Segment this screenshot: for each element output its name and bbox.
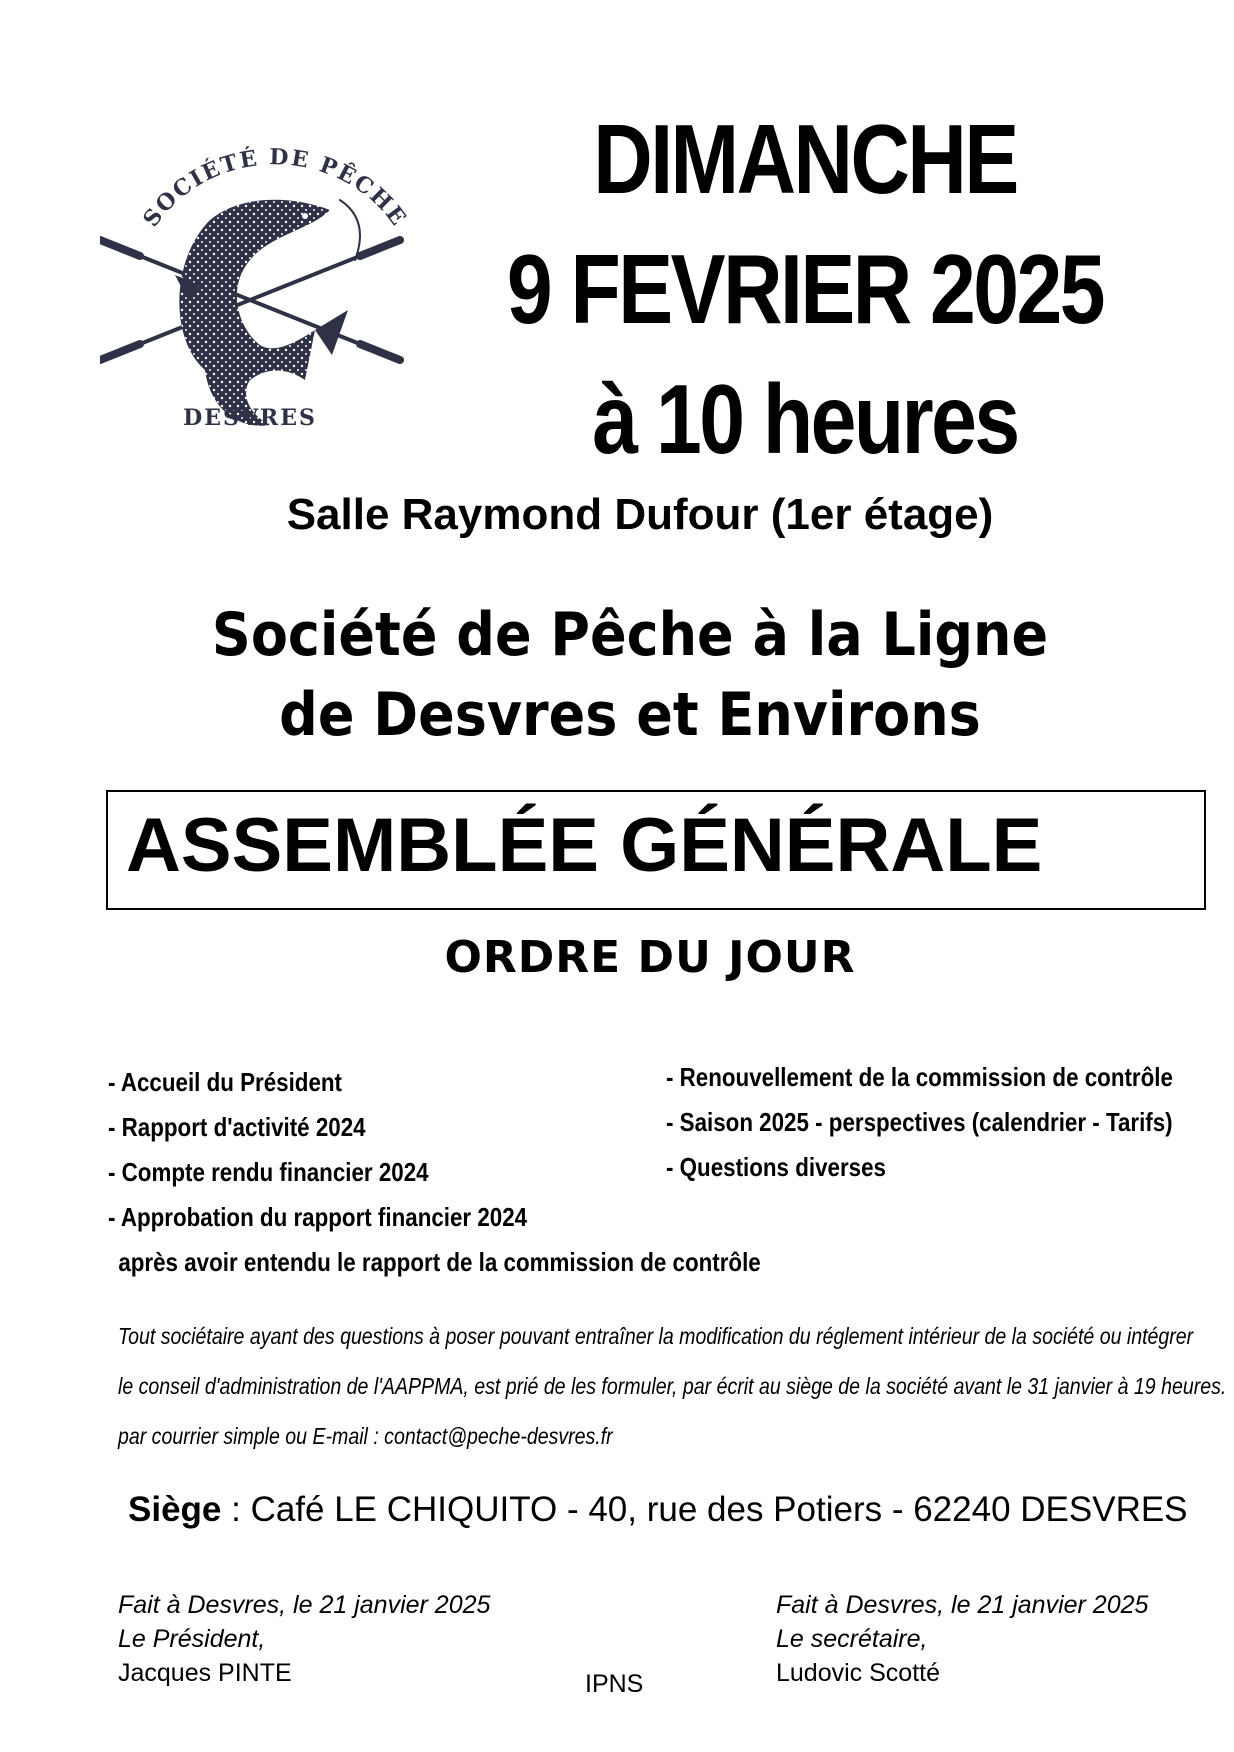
agenda-item-continuation: après avoir entendu le rapport de la commission de contrôle [118, 1247, 761, 1277]
event-day: DIMANCHE [593, 104, 1017, 214]
agenda-item: - Approbation du rapport financier 2024 [108, 1202, 528, 1232]
society-logo [100, 140, 450, 450]
agenda-item: - Accueil du Président [108, 1067, 343, 1097]
president-place-date: Fait à Desvres, le 21 janvier 2025 [118, 1591, 491, 1619]
headquarters-label: Siège [128, 1490, 222, 1529]
agenda-item: - Saison 2025 - perspectives (calendrier - Tarifs) [666, 1107, 1173, 1137]
headquarters-address [128, 1490, 1188, 1530]
secretary-role: Le secrétaire, [776, 1625, 928, 1653]
headquarters-text: : Café LE CHIQUITO - 40, rue des Potiers - 62240 DESVRES [221, 1490, 1188, 1529]
logo-bottom-text: DESVRES [183, 405, 317, 431]
logo-top-text: SOCIÉTÉ DE PÊCHE [138, 144, 412, 232]
notice-line: par courrier simple ou E-mail : contact@peche-desvres.fr [118, 1423, 613, 1449]
agenda-item: - Rapport d'activité 2024 [108, 1112, 366, 1142]
notice-line: le conseil d'administration de l'AAPPMA, est prié de les formuler, par écrit au siège de la société avant le 31 janvier à 19 heures. [118, 1373, 1227, 1399]
event-venue: Salle Raymond Dufour (1er étage) [286, 490, 994, 539]
event-date: 9 FEVRIER 2025 [506, 234, 1104, 344]
agenda-right-list [666, 1055, 1234, 1190]
assembly-title: ASSEMBLÉE GÉNÉRALE [126, 803, 1043, 888]
notice-line: Tout sociétaire ayant des questions à poser pouvant entraîner la modification du réglement intérieur de la société ou intégrer [118, 1323, 1194, 1349]
agenda-heading: ORDRE DU JOUR [444, 932, 856, 983]
secretary-place-date: Fait à Desvres, le 21 janvier 2025 [776, 1591, 1149, 1619]
footer-ipns: IPNS [585, 1670, 644, 1698]
organization-name-line1: Société de Pêche à la Ligne [211, 600, 1049, 670]
president-role: Le Président, [118, 1625, 266, 1653]
president-signature-block [118, 1588, 490, 1690]
secretary-name: Ludovic Scotté [776, 1659, 940, 1687]
assembly-title-box [106, 790, 1206, 910]
secretary-signature-block [776, 1588, 1148, 1690]
president-name: Jacques PINTE [118, 1659, 292, 1687]
trout-icon [175, 200, 348, 426]
agenda-item: - Questions diverses [666, 1152, 886, 1182]
agenda-item: - Compte rendu financier 2024 [108, 1157, 429, 1187]
agenda-item: - Renouvellement de la commission de contrôle [666, 1062, 1173, 1092]
organization-name-line2: de Desvres et Environs [279, 680, 981, 750]
event-time: à 10 heures [592, 364, 1018, 474]
